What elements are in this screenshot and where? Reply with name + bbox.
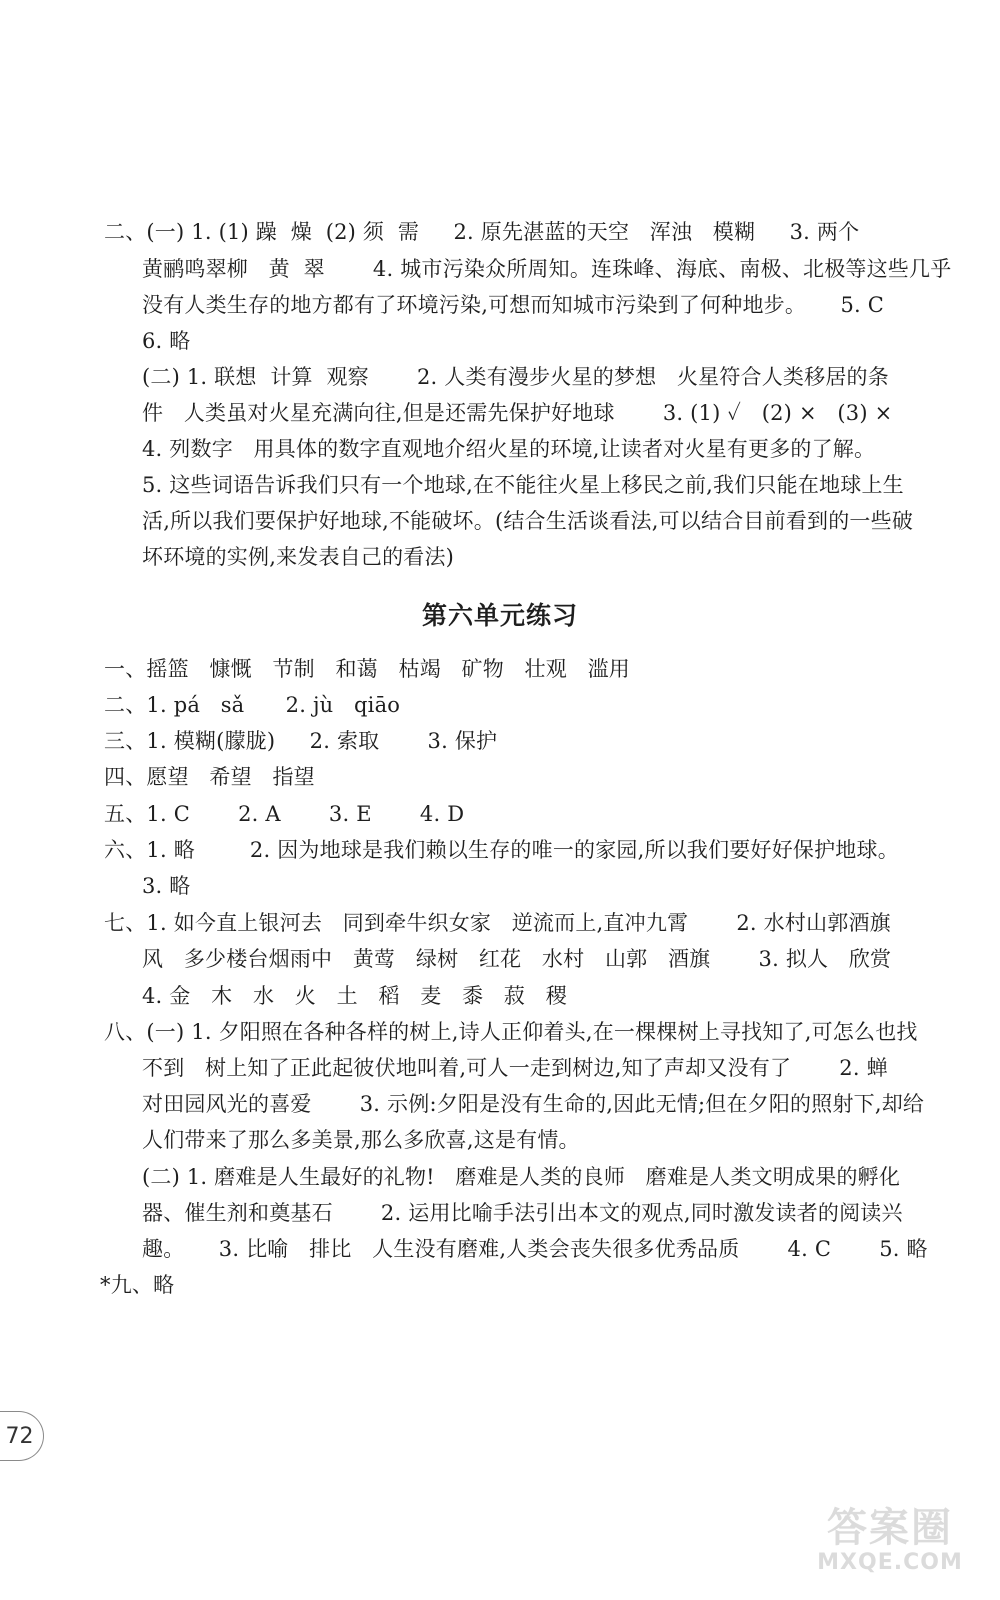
text-line: 对田园风光的喜爱 3. 示例:夕阳是没有生命的,因此无情;但在夕阳的照射下,却给 [142,1092,925,1116]
text-line: 件 人类虽对火星充满向往,但是还需先保护好地球 3. (1) ✓ (2) × (3) × [142,401,893,425]
text-line: 八、(一) 1. 夕阳照在各种各样的树上,诗人正仰着头,在一棵棵树上寻找知了,可怎么也找 [104,1020,918,1044]
text-line: (二) 1. 联想 计算 观察 2. 人类有漫步火星的梦想 火星符合人类移居的条 [142,365,889,389]
text-line: 黄鹂鸣翠柳 黄 翠 4. 城市污染众所周知。连珠峰、海底、南极、北极等这些几乎 [142,257,952,281]
text-line: 五、1. C 2. A 3. E 4. D [104,802,465,826]
text-line: 七、1. 如今直上银河去 同到牵牛织女家 逆流而上,直冲九霄 2. 水村山郭酒旗 [104,911,891,935]
text-line: 四、愿望 希望 指望 [104,765,315,789]
text-line: 二、1. pá sǎ 2. jù qiāo [104,693,401,717]
text-line: 3. 略 [142,874,191,898]
text-line: 三、1. 模糊(朦胧) 2. 索取 3. 保护 [104,729,498,753]
text-line: 没有人类生存的地方都有了环境污染,可想而知城市污染到了何种地步。 5. C [142,293,885,317]
text-line: 5. 这些词语告诉我们只有一个地球,在不能往火星上移民之前,我们只能在地球上生 [142,473,904,497]
text-line: 器、催生剂和奠基石 2. 运用比喻手法引出本文的观点,同时激发读者的阅读兴 [142,1201,903,1225]
watermark-url: MXQE.COM [817,1550,963,1575]
page-number-label: 72 [5,1423,34,1449]
text-line: 趣。 3. 比喻 排比 人生没有磨难,人类会丧失很多优秀品质 4. C 5. 略 [142,1237,928,1261]
text-line: 不到 树上知了正此起彼伏地叫着,可人一走到树边,知了声却又没有了 2. 蝉 [142,1056,888,1080]
text-line: (二) 1. 磨难是人生最好的礼物! 磨难是人类的良师 磨难是人类文明成果的孵化 [142,1165,901,1189]
text-line: 活,所以我们要保护好地球,不能破坏。(结合生活谈看法,可以结合目前看到的一些破 [142,509,914,533]
page-number [0,1411,44,1461]
text-line: 风 多少楼台烟雨中 黄莺 绿树 红花 水村 山郭 酒旗 3. 拟人 欣赏 [142,947,892,971]
watermark-title: 答案圈 [827,1505,953,1551]
text-line: 坏环境的实例,来发表自己的看法) [142,545,455,569]
text-line: 人们带来了那么多美景,那么多欣喜,这是有情。 [142,1128,580,1152]
text-line: 6. 略 [142,329,191,353]
text-line: 二、(一) 1. (1) 躁 燥 (2) 须 需 2. 原先湛蓝的天空 浑浊 模糊 3. 两个 [104,220,860,244]
section-title: 第六单元练习 [421,601,578,630]
text-line: 一、摇篮 慷慨 节制 和蔼 枯竭 矿物 壮观 滥用 [104,657,630,681]
text-line: 4. 列数字 用具体的数字直观地介绍火星的环境,让读者对火星有更多的了解。 [142,437,876,461]
text-line: 4. 金 木 水 火 土 稻 麦 黍 菽 稷 [142,984,567,1008]
text-line: 六、1. 略 2. 因为地球是我们赖以生存的唯一的家园,所以我们要好好保护地球。 [104,838,899,862]
text-line: *九、略 [100,1273,175,1297]
watermark-logo [800,1496,980,1586]
